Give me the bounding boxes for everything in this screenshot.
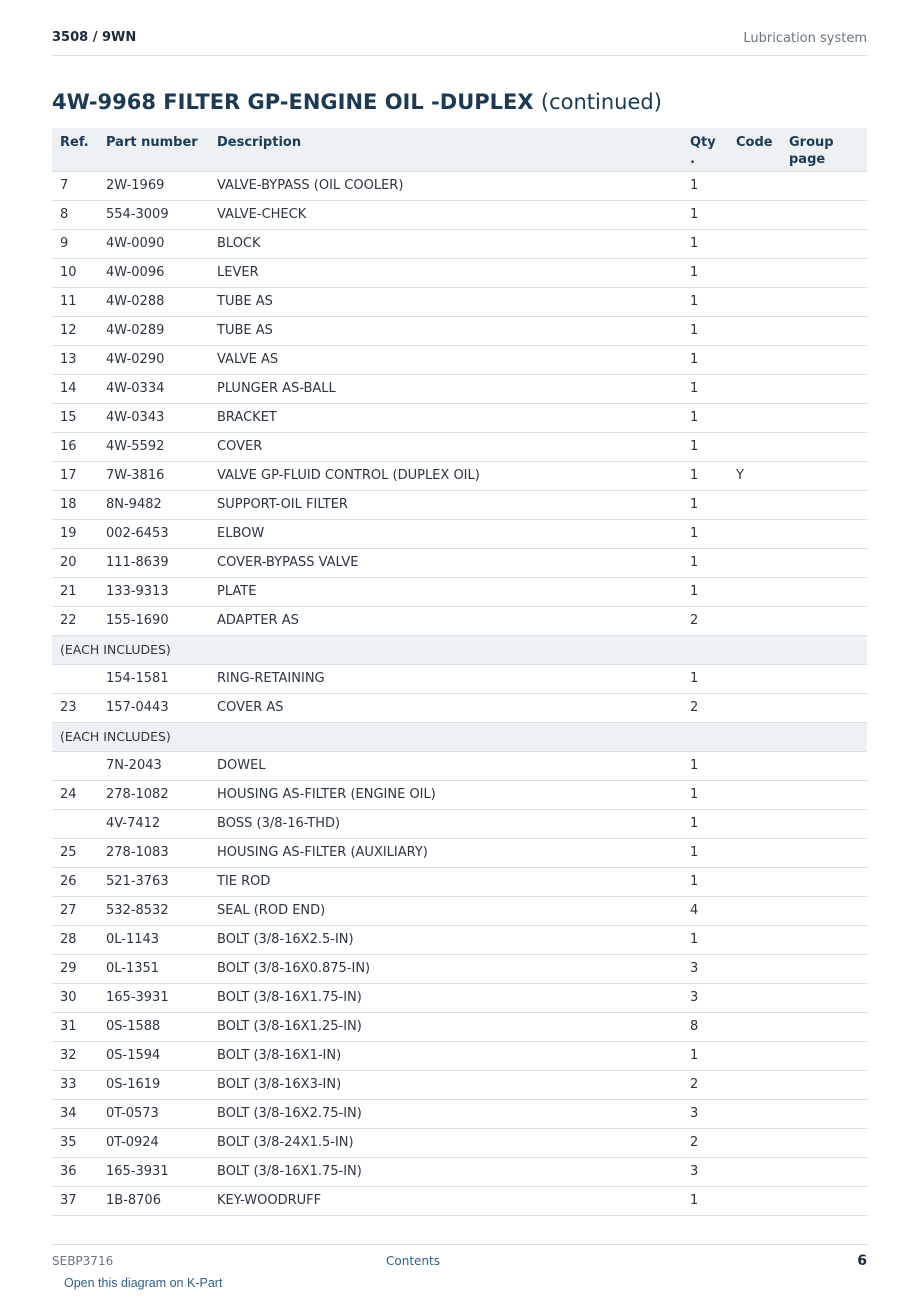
table-row bbox=[52, 809, 867, 838]
cell-code bbox=[728, 1099, 781, 1128]
cell-ref: 36 bbox=[52, 1157, 98, 1186]
cell-ref: 25 bbox=[52, 838, 98, 867]
cell-description: COVER bbox=[209, 432, 682, 461]
parts-table-body bbox=[52, 171, 867, 1215]
cell-qty: 1 bbox=[682, 867, 728, 896]
cell-qty: 1 bbox=[682, 461, 728, 490]
table-row bbox=[52, 258, 867, 287]
col-header-group-page: Group page bbox=[781, 128, 867, 171]
cell-part-number: 8N-9482 bbox=[98, 490, 209, 519]
cell-ref: 26 bbox=[52, 867, 98, 896]
page-number: 6 bbox=[857, 1253, 867, 1269]
table-row bbox=[52, 1128, 867, 1157]
cell-group-page bbox=[781, 693, 867, 722]
cell-description: KEY-WOODRUFF bbox=[209, 1186, 682, 1215]
cell-qty: 1 bbox=[682, 780, 728, 809]
cell-ref: 8 bbox=[52, 200, 98, 229]
cell-ref: 22 bbox=[52, 606, 98, 635]
cell-description: HOUSING AS-FILTER (AUXILIARY) bbox=[209, 838, 682, 867]
table-row bbox=[52, 1099, 867, 1128]
cell-qty: 2 bbox=[682, 693, 728, 722]
cell-part-number: 4W-0343 bbox=[98, 403, 209, 432]
cell-ref: 14 bbox=[52, 374, 98, 403]
table-row bbox=[52, 316, 867, 345]
cell-group-page bbox=[781, 1099, 867, 1128]
cell-qty: 1 bbox=[682, 490, 728, 519]
cell-group-page bbox=[781, 461, 867, 490]
cell-ref bbox=[52, 809, 98, 838]
cell-code bbox=[728, 751, 781, 780]
cell-description: BOSS (3/8-16-THD) bbox=[209, 809, 682, 838]
cell-qty: 3 bbox=[682, 1157, 728, 1186]
cell-code bbox=[728, 548, 781, 577]
cell-ref: 30 bbox=[52, 983, 98, 1012]
table-row bbox=[52, 577, 867, 606]
cell-code: Y bbox=[728, 461, 781, 490]
cell-qty: 1 bbox=[682, 519, 728, 548]
table-row bbox=[52, 490, 867, 519]
cell-group-page bbox=[781, 229, 867, 258]
cell-qty: 1 bbox=[682, 925, 728, 954]
cell-description: SEAL (ROD END) bbox=[209, 896, 682, 925]
cell-group-page bbox=[781, 954, 867, 983]
cell-description: LEVER bbox=[209, 258, 682, 287]
cell-code bbox=[728, 519, 781, 548]
cell-code bbox=[728, 867, 781, 896]
table-row bbox=[52, 1070, 867, 1099]
cell-description: VALVE-CHECK bbox=[209, 200, 682, 229]
cell-description: BOLT (3/8-16X1.25-IN) bbox=[209, 1012, 682, 1041]
cell-part-number: 154-1581 bbox=[98, 664, 209, 693]
cell-code bbox=[728, 258, 781, 287]
cell-group-page bbox=[781, 287, 867, 316]
kpart-diagram-link[interactable]: Open this diagram on K-Part bbox=[64, 1276, 223, 1290]
cell-code bbox=[728, 1128, 781, 1157]
cell-group-page bbox=[781, 925, 867, 954]
cell-qty: 3 bbox=[682, 1099, 728, 1128]
note-row bbox=[52, 722, 867, 751]
cell-description: TIE ROD bbox=[209, 867, 682, 896]
table-row bbox=[52, 606, 867, 635]
cell-description: PLUNGER AS-BALL bbox=[209, 374, 682, 403]
cell-code bbox=[728, 780, 781, 809]
cell-description: BOLT (3/8-16X1.75-IN) bbox=[209, 1157, 682, 1186]
cell-group-page bbox=[781, 577, 867, 606]
table-row bbox=[52, 461, 867, 490]
cell-description: BOLT (3/8-16X1-IN) bbox=[209, 1041, 682, 1070]
cell-description: COVER AS bbox=[209, 693, 682, 722]
table-row bbox=[52, 345, 867, 374]
cell-part-number: 554-3009 bbox=[98, 200, 209, 229]
cell-ref: 24 bbox=[52, 780, 98, 809]
cell-part-number: 157-0443 bbox=[98, 693, 209, 722]
table-row bbox=[52, 867, 867, 896]
cell-part-number: 0T-0573 bbox=[98, 1099, 209, 1128]
cell-description: PLATE bbox=[209, 577, 682, 606]
cell-part-number: 165-3931 bbox=[98, 983, 209, 1012]
cell-ref: 34 bbox=[52, 1099, 98, 1128]
cell-part-number: 0T-0924 bbox=[98, 1128, 209, 1157]
table-row bbox=[52, 983, 867, 1012]
cell-ref: 27 bbox=[52, 896, 98, 925]
cell-part-number: 0S-1594 bbox=[98, 1041, 209, 1070]
cell-part-number: 133-9313 bbox=[98, 577, 209, 606]
cell-qty: 1 bbox=[682, 1041, 728, 1070]
cell-part-number: 278-1082 bbox=[98, 780, 209, 809]
table-row bbox=[52, 171, 867, 200]
cell-qty: 1 bbox=[682, 345, 728, 374]
note-text: (EACH INCLUDES) bbox=[52, 722, 867, 751]
cell-ref: 35 bbox=[52, 1128, 98, 1157]
cell-group-page bbox=[781, 171, 867, 200]
cell-qty: 1 bbox=[682, 374, 728, 403]
cell-ref bbox=[52, 751, 98, 780]
cell-qty: 2 bbox=[682, 606, 728, 635]
cell-group-page bbox=[781, 780, 867, 809]
cell-part-number: 4W-0334 bbox=[98, 374, 209, 403]
cell-part-number: 4V-7412 bbox=[98, 809, 209, 838]
cell-group-page bbox=[781, 548, 867, 577]
cell-code bbox=[728, 606, 781, 635]
cell-ref: 31 bbox=[52, 1012, 98, 1041]
cell-group-page bbox=[781, 258, 867, 287]
table-row bbox=[52, 403, 867, 432]
cell-ref: 32 bbox=[52, 1041, 98, 1070]
cell-part-number: 4W-5592 bbox=[98, 432, 209, 461]
cell-qty: 1 bbox=[682, 548, 728, 577]
table-row bbox=[52, 519, 867, 548]
cell-description: BOLT (3/8-16X0.875-IN) bbox=[209, 954, 682, 983]
cell-ref: 33 bbox=[52, 1070, 98, 1099]
cell-group-page bbox=[781, 664, 867, 693]
cell-group-page bbox=[781, 606, 867, 635]
cell-code bbox=[728, 1041, 781, 1070]
table-row bbox=[52, 548, 867, 577]
cell-part-number: 002-6453 bbox=[98, 519, 209, 548]
cell-description: TUBE AS bbox=[209, 316, 682, 345]
cell-ref: 17 bbox=[52, 461, 98, 490]
cell-group-page bbox=[781, 374, 867, 403]
table-row bbox=[52, 287, 867, 316]
cell-description: ADAPTER AS bbox=[209, 606, 682, 635]
contents-link[interactable]: Contents bbox=[386, 1254, 440, 1268]
cell-code bbox=[728, 374, 781, 403]
cell-part-number: 4W-0090 bbox=[98, 229, 209, 258]
cell-ref bbox=[52, 664, 98, 693]
cell-group-page bbox=[781, 519, 867, 548]
cell-code bbox=[728, 577, 781, 606]
cell-qty: 2 bbox=[682, 1070, 728, 1099]
cell-code bbox=[728, 171, 781, 200]
cell-ref: 16 bbox=[52, 432, 98, 461]
cell-ref: 28 bbox=[52, 925, 98, 954]
col-header-part-number: Part number bbox=[98, 128, 209, 171]
cell-description: VALVE-BYPASS (OIL COOLER) bbox=[209, 171, 682, 200]
cell-code bbox=[728, 693, 781, 722]
table-row bbox=[52, 1012, 867, 1041]
cell-qty: 1 bbox=[682, 316, 728, 345]
cell-ref: 23 bbox=[52, 693, 98, 722]
cell-part-number: 278-1083 bbox=[98, 838, 209, 867]
cell-qty: 3 bbox=[682, 983, 728, 1012]
cell-code bbox=[728, 200, 781, 229]
cell-qty: 8 bbox=[682, 1012, 728, 1041]
cell-part-number: 7W-3816 bbox=[98, 461, 209, 490]
page-header bbox=[52, 28, 867, 56]
table-row bbox=[52, 780, 867, 809]
cell-description: BLOCK bbox=[209, 229, 682, 258]
cell-code bbox=[728, 983, 781, 1012]
cell-code bbox=[728, 432, 781, 461]
cell-code bbox=[728, 1070, 781, 1099]
cell-ref: 15 bbox=[52, 403, 98, 432]
table-row bbox=[52, 229, 867, 258]
section-name: Lubrication system bbox=[743, 31, 867, 46]
cell-code bbox=[728, 896, 781, 925]
table-row bbox=[52, 432, 867, 461]
cell-code bbox=[728, 809, 781, 838]
cell-ref: 9 bbox=[52, 229, 98, 258]
cell-qty: 1 bbox=[682, 577, 728, 606]
cell-code bbox=[728, 925, 781, 954]
title-suffix: (continued) bbox=[540, 90, 662, 114]
cell-part-number: 4W-0289 bbox=[98, 316, 209, 345]
cell-qty: 1 bbox=[682, 838, 728, 867]
cell-description: DOWEL bbox=[209, 751, 682, 780]
cell-group-page bbox=[781, 403, 867, 432]
cell-qty: 3 bbox=[682, 954, 728, 983]
cell-qty: 1 bbox=[682, 432, 728, 461]
cell-description: VALVE AS bbox=[209, 345, 682, 374]
cell-description: BOLT (3/8-16X2.75-IN) bbox=[209, 1099, 682, 1128]
table-row bbox=[52, 1186, 867, 1215]
cell-code bbox=[728, 1186, 781, 1215]
cell-part-number: 4W-0096 bbox=[98, 258, 209, 287]
note-text: (EACH INCLUDES) bbox=[52, 635, 867, 664]
cell-part-number: 165-3931 bbox=[98, 1157, 209, 1186]
cell-code bbox=[728, 316, 781, 345]
cell-description: TUBE AS bbox=[209, 287, 682, 316]
cell-description: ELBOW bbox=[209, 519, 682, 548]
table-header-row bbox=[52, 128, 867, 171]
note-row bbox=[52, 635, 867, 664]
cell-group-page bbox=[781, 1157, 867, 1186]
cell-group-page bbox=[781, 490, 867, 519]
cell-group-page bbox=[781, 867, 867, 896]
cell-part-number: 7N-2043 bbox=[98, 751, 209, 780]
cell-qty: 1 bbox=[682, 664, 728, 693]
cell-ref: 11 bbox=[52, 287, 98, 316]
cell-part-number: 4W-0290 bbox=[98, 345, 209, 374]
cell-group-page bbox=[781, 316, 867, 345]
cell-description: BOLT (3/8-16X3-IN) bbox=[209, 1070, 682, 1099]
cell-group-page bbox=[781, 1012, 867, 1041]
cell-ref: 21 bbox=[52, 577, 98, 606]
cell-description: COVER-BYPASS VALVE bbox=[209, 548, 682, 577]
cell-group-page bbox=[781, 1041, 867, 1070]
document-id: SEBP3716 bbox=[52, 1254, 114, 1268]
cell-qty: 1 bbox=[682, 287, 728, 316]
cell-part-number: 111-8639 bbox=[98, 548, 209, 577]
cell-group-page bbox=[781, 838, 867, 867]
cell-code bbox=[728, 954, 781, 983]
col-header-description: Description bbox=[209, 128, 682, 171]
cell-part-number: 532-8532 bbox=[98, 896, 209, 925]
cell-group-page bbox=[781, 1128, 867, 1157]
cell-ref: 13 bbox=[52, 345, 98, 374]
cell-code bbox=[728, 838, 781, 867]
table-row bbox=[52, 751, 867, 780]
cell-description: BRACKET bbox=[209, 403, 682, 432]
col-header-ref: Ref. bbox=[52, 128, 98, 171]
cell-group-page bbox=[781, 896, 867, 925]
table-row bbox=[52, 838, 867, 867]
cell-group-page bbox=[781, 983, 867, 1012]
cell-qty: 1 bbox=[682, 403, 728, 432]
model-id: 3508 / 9WN bbox=[52, 30, 137, 45]
cell-code bbox=[728, 229, 781, 258]
cell-qty: 1 bbox=[682, 751, 728, 780]
cell-qty: 1 bbox=[682, 171, 728, 200]
cell-group-page bbox=[781, 432, 867, 461]
cell-group-page bbox=[781, 1070, 867, 1099]
table-row bbox=[52, 896, 867, 925]
parts-table bbox=[52, 128, 867, 1216]
cell-qty: 1 bbox=[682, 258, 728, 287]
cell-part-number: 155-1690 bbox=[98, 606, 209, 635]
cell-ref: 20 bbox=[52, 548, 98, 577]
cell-part-number: 0L-1143 bbox=[98, 925, 209, 954]
title-main: 4W-9968 FILTER GP-ENGINE OIL -DUPLEX bbox=[52, 90, 534, 114]
cell-ref: 7 bbox=[52, 171, 98, 200]
cell-code bbox=[728, 287, 781, 316]
table-row bbox=[52, 693, 867, 722]
cell-description: VALVE GP-FLUID CONTROL (DUPLEX OIL) bbox=[209, 461, 682, 490]
cell-part-number: 521-3763 bbox=[98, 867, 209, 896]
table-row bbox=[52, 200, 867, 229]
table-row bbox=[52, 1041, 867, 1070]
cell-group-page bbox=[781, 809, 867, 838]
cell-description: SUPPORT-OIL FILTER bbox=[209, 490, 682, 519]
cell-part-number: 4W-0288 bbox=[98, 287, 209, 316]
col-header-qty: Qty . bbox=[682, 128, 728, 171]
cell-code bbox=[728, 1012, 781, 1041]
cell-ref: 19 bbox=[52, 519, 98, 548]
table-row bbox=[52, 664, 867, 693]
cell-code bbox=[728, 490, 781, 519]
cell-part-number: 0S-1619 bbox=[98, 1070, 209, 1099]
cell-group-page bbox=[781, 200, 867, 229]
cell-ref: 12 bbox=[52, 316, 98, 345]
col-header-code: Code bbox=[728, 128, 781, 171]
table-row bbox=[52, 1157, 867, 1186]
cell-qty: 2 bbox=[682, 1128, 728, 1157]
cell-part-number: 1B-8706 bbox=[98, 1186, 209, 1215]
cell-part-number: 0L-1351 bbox=[98, 954, 209, 983]
cell-ref: 10 bbox=[52, 258, 98, 287]
cell-ref: 18 bbox=[52, 490, 98, 519]
cell-part-number: 0S-1588 bbox=[98, 1012, 209, 1041]
cell-qty: 1 bbox=[682, 809, 728, 838]
cell-group-page bbox=[781, 751, 867, 780]
cell-code bbox=[728, 664, 781, 693]
table-row bbox=[52, 925, 867, 954]
table-row bbox=[52, 374, 867, 403]
cell-group-page bbox=[781, 345, 867, 374]
cell-description: BOLT (3/8-24X1.5-IN) bbox=[209, 1128, 682, 1157]
cell-description: HOUSING AS-FILTER (ENGINE OIL) bbox=[209, 780, 682, 809]
cell-description: RING-RETAINING bbox=[209, 664, 682, 693]
page-title bbox=[52, 90, 662, 114]
cell-ref: 29 bbox=[52, 954, 98, 983]
cell-group-page bbox=[781, 1186, 867, 1215]
cell-qty: 1 bbox=[682, 229, 728, 258]
cell-part-number: 2W-1969 bbox=[98, 171, 209, 200]
cell-description: BOLT (3/8-16X1.75-IN) bbox=[209, 983, 682, 1012]
cell-code bbox=[728, 403, 781, 432]
page-footer bbox=[52, 1244, 867, 1275]
cell-code bbox=[728, 345, 781, 374]
cell-code bbox=[728, 1157, 781, 1186]
cell-qty: 4 bbox=[682, 896, 728, 925]
cell-ref: 37 bbox=[52, 1186, 98, 1215]
table-row bbox=[52, 954, 867, 983]
cell-qty: 1 bbox=[682, 200, 728, 229]
cell-qty: 1 bbox=[682, 1186, 728, 1215]
cell-description: BOLT (3/8-16X2.5-IN) bbox=[209, 925, 682, 954]
